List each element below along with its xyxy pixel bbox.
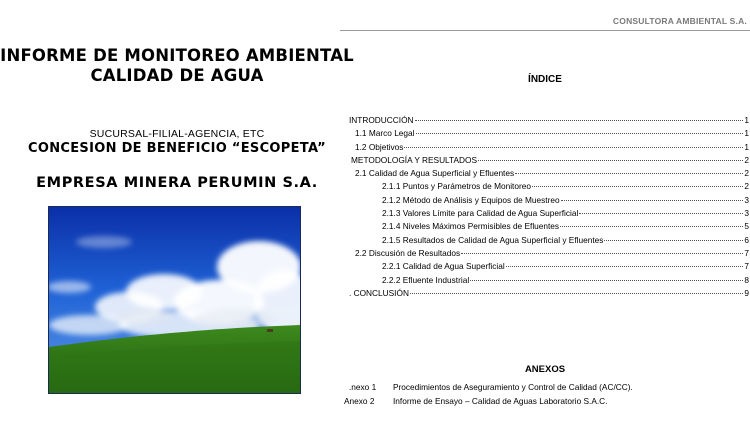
toc-entry-page: 7 [744, 261, 749, 272]
toc-entry[interactable] [340, 275, 749, 288]
toc-entry-label: 2.2.2 Efluente Industrial [382, 274, 470, 285]
toc-leader [560, 226, 743, 227]
toc-entry-page: 8 [744, 274, 749, 285]
toc-entry[interactable] [340, 195, 749, 208]
report-title [0, 46, 354, 86]
toc-leader [561, 200, 744, 201]
toc-entry-page: 5 [744, 221, 749, 232]
toc-entry-page: 2 [744, 168, 749, 179]
toc-entry[interactable] [340, 142, 749, 155]
toc-entry[interactable] [340, 155, 749, 168]
toc-entry-label: 2.1.2 Método de Análisis y Equipos de Muestreo [382, 194, 560, 205]
toc-leader [461, 253, 743, 254]
toc-entry[interactable] [340, 288, 749, 301]
concession-name: CONCESION DE BENEFICIO “ESCOPETA” [28, 141, 326, 156]
toc-entry[interactable] [340, 261, 749, 274]
toc-leader [470, 280, 743, 281]
toc-entry[interactable] [340, 115, 749, 128]
toc-entry-label: 2.1.5 Resultados de Calidad de Agua Superficial y Efluentes [382, 234, 604, 245]
toc-entry[interactable] [340, 168, 749, 181]
annexes-heading: ANEXOS [524, 364, 566, 375]
toc-leader [410, 293, 743, 294]
toc-entry[interactable] [340, 221, 749, 234]
toc-entry-label: 2.1.4 Niveles Máximos Permisibles de Efluentes [382, 221, 560, 232]
toc-entry-label: METODOLOGÍA Y RESULTADOS [351, 154, 478, 165]
toc-entry-page: 3 [744, 208, 749, 219]
toc-entry-page: 3 [744, 194, 749, 205]
toc-entry-page: 1 [744, 141, 749, 152]
landscape-photo [48, 206, 301, 394]
toc-entry-label: 2.1 Calidad de Agua Superficial y Efluentes [355, 168, 515, 179]
consultancy-header: CONSULTORA AMBIENTAL S.A. [612, 16, 747, 26]
annex-description: Procedimientos de Aseguramiento y Control de Calidad (AC/CC). [393, 382, 633, 392]
toc-entry-label: 2.2 Discusión de Resultados [355, 247, 461, 258]
toc-entry-label: 1.2 Objetivos [355, 141, 404, 152]
toc-leader [506, 266, 744, 267]
index-heading: ÍNDICE [528, 74, 562, 85]
cover-page [0, 0, 354, 422]
toc-entry-page: 6 [744, 234, 749, 245]
toc-entry-label: 2.1.3 Valores Límite para Calidad de Agua Superficial [382, 208, 579, 219]
toc-entry[interactable] [340, 128, 749, 141]
header-rule [340, 30, 750, 31]
toc-leader [515, 173, 743, 174]
toc-leader [404, 147, 743, 148]
branch-label: SUCURSAL-FILIAL-AGENCIA, ETC [89, 128, 265, 140]
toc-entry-page: 1 [744, 128, 749, 139]
toc-leader [415, 120, 744, 121]
annex-label: Anexo 2 [344, 396, 375, 406]
toc-entry[interactable] [340, 235, 749, 248]
report-title-line-2: CALIDAD DE AGUA [90, 66, 264, 85]
table-of-contents [340, 115, 749, 301]
toc-entry-page: 2 [744, 181, 749, 192]
toc-leader [579, 213, 743, 214]
toc-leader [416, 133, 744, 134]
toc-leader [478, 160, 743, 161]
toc-entry-page: 7 [744, 247, 749, 258]
toc-leader [532, 186, 743, 187]
toc-entry-label: INTRODUCCIÓN [349, 115, 414, 125]
toc-entry-label: 1.1 Marco Legal [355, 128, 415, 139]
company-name: EMPRESA MINERA PERUMIN S.A. [36, 175, 318, 191]
toc-leader [604, 240, 743, 241]
toc-entry-label: 2.2.1 Calidad de Agua Superficial [382, 261, 505, 272]
annex-label: .nexo 1 [349, 382, 377, 392]
report-title-line-1: INFORME DE MONITOREO AMBIENTAL [0, 46, 354, 65]
annex-description: Informe de Ensayo – Calidad de Aguas Laboratorio S.A.C. [393, 396, 608, 406]
toc-entry[interactable] [340, 248, 749, 261]
toc-entry-label: 2.1.1 Puntos y Parámetros de Monitoreo [382, 181, 531, 192]
toc-entry-page: 9 [744, 287, 749, 298]
toc-entry-page: 1 [744, 115, 749, 125]
toc-entry[interactable] [340, 208, 749, 221]
toc-entry-page: 2 [744, 154, 749, 165]
index-page [340, 0, 750, 422]
toc-entry-label: . CONCLUSIÓN [349, 287, 409, 298]
toc-entry[interactable] [340, 181, 749, 194]
